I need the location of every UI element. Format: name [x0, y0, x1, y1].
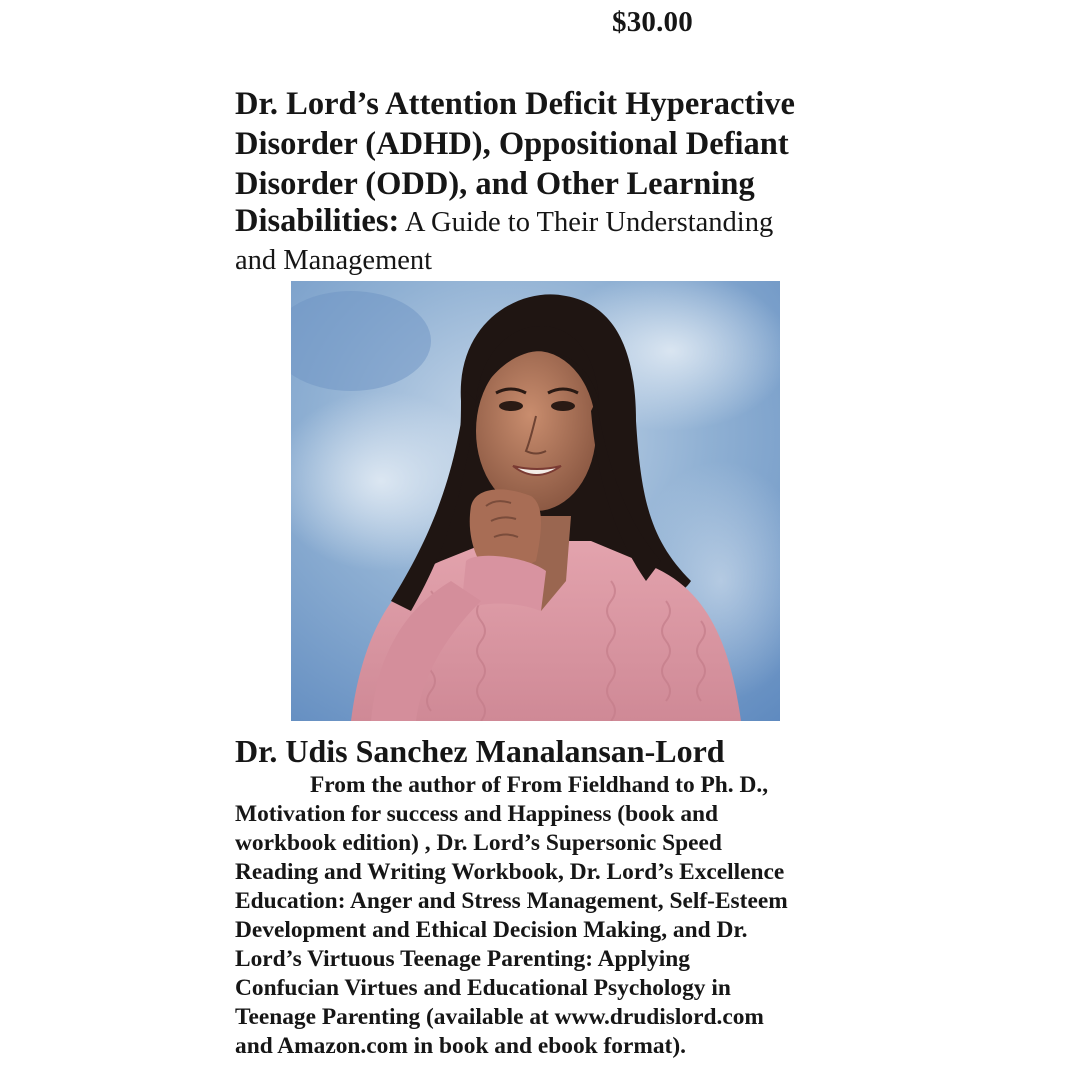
bio-line: Teenage Parenting (available at www.drudislord.com [235, 1004, 764, 1030]
bio-line: Motivation for success and Happiness (book and [235, 801, 719, 827]
title-line-1: Dr. Lord’s Attention Deficit Hyperactive [235, 86, 795, 122]
title-line-4 [235, 204, 855, 244]
bio-line: Development and Ethical Decision Making, and Dr. [235, 917, 748, 943]
title-line-2: Disorder (ADHD), Oppositional Defiant [235, 126, 789, 162]
bio-line: Education: Anger and Stress Management, Self-Esteem [235, 888, 788, 914]
title-line-4-bold: Disabilities: [235, 203, 400, 239]
author-bio [235, 771, 855, 1061]
title-line-3: Disorder (ODD), and Other Learning [235, 166, 755, 202]
bio-line: From the author of From Fieldhand to Ph. D., [310, 772, 769, 798]
bio-line: Confucian Virtues and Educational Psychology in [235, 975, 731, 1001]
bio-line: and Amazon.com in book and ebook format). [235, 1033, 686, 1059]
author-photo [291, 281, 780, 721]
bio-line: Reading and Writing Workbook, Dr. Lord’s Excellence [235, 859, 785, 885]
bio-line: workbook edition) , Dr. Lord’s Supersonic Speed [235, 830, 722, 856]
subtitle-part-1: A Guide to Their Understanding [399, 207, 774, 238]
bio-line: Lord’s Virtuous Teenage Parenting: Applying [235, 946, 690, 972]
book-title [235, 84, 855, 278]
author-name: Dr. Udis Sanchez Manalansan-Lord [235, 733, 725, 769]
price: $30.00 [612, 6, 693, 38]
subtitle-part-2: and Management [235, 245, 433, 276]
